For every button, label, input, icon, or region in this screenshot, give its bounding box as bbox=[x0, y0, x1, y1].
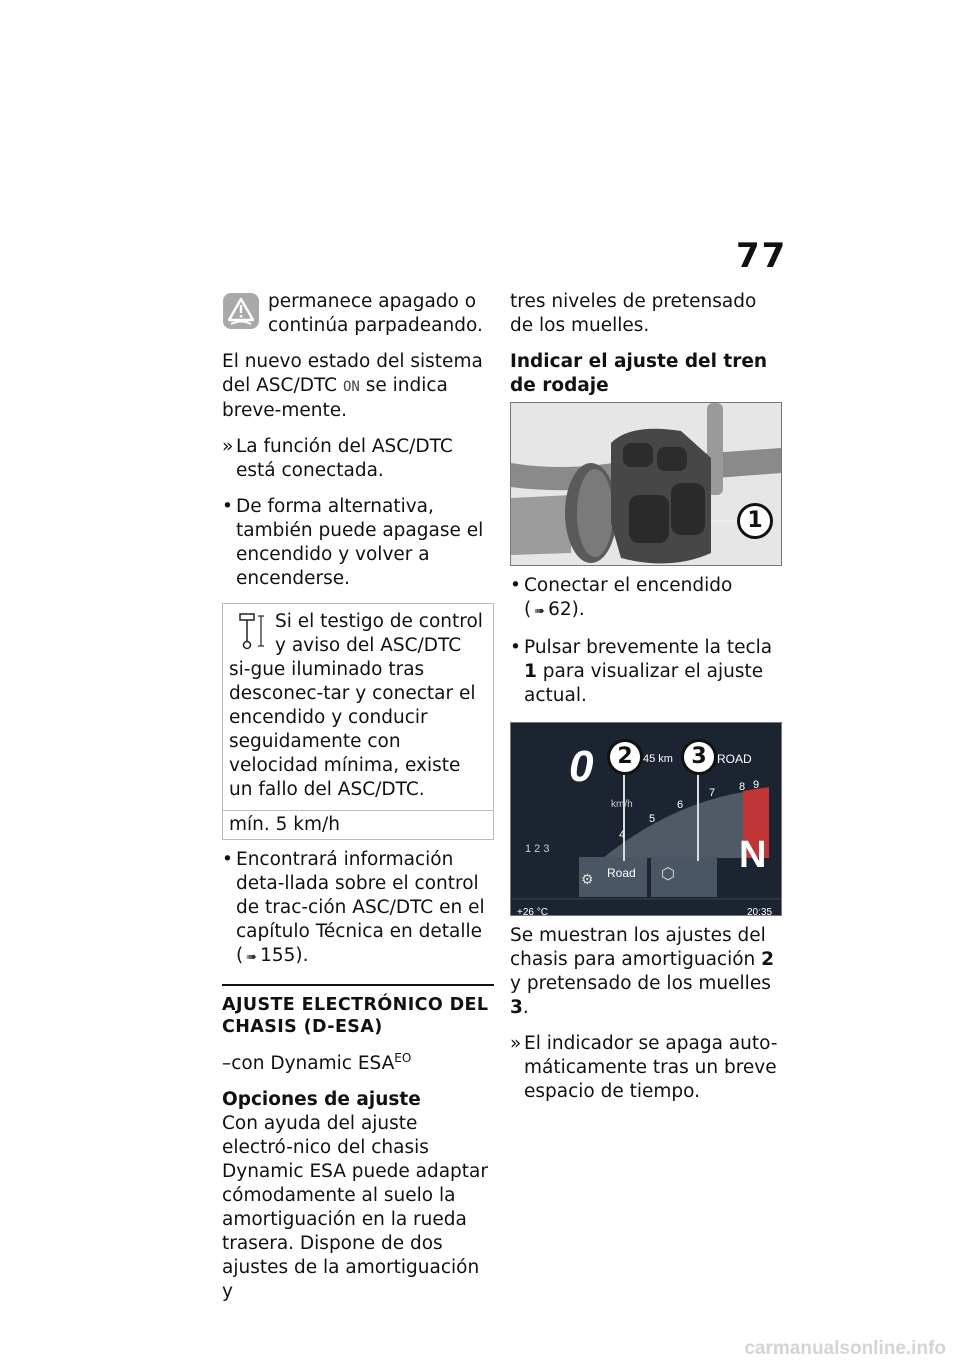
speed-readout: 0 bbox=[569, 742, 594, 791]
left-column bbox=[222, 290, 494, 1316]
right-column bbox=[510, 290, 782, 1116]
display-description: Se muestran los ajustes del chasis para amortiguación 2 y pretensado de los muelles 3. bbox=[510, 925, 775, 1018]
tft-display-figure bbox=[510, 722, 782, 916]
handlebar-controls-illustration bbox=[511, 403, 781, 565]
clock-readout: 20:35 bbox=[747, 907, 773, 916]
page-ref-arrow-icon: ➠ bbox=[534, 604, 546, 619]
step-item: • Conectar el encendido ( ➠ 62). bbox=[510, 575, 733, 620]
gear-indicator: N bbox=[739, 834, 767, 876]
riding-mode: ROAD bbox=[717, 752, 752, 766]
result-item: » El indicador se apaga auto-máticamente tras un breve espacio de tiempo. bbox=[510, 1033, 778, 1102]
bullet-icon: • bbox=[222, 849, 233, 870]
subheading: Indicar el ajuste del tren de rodaje bbox=[510, 351, 768, 396]
site-watermark: carmanualsonline.info bbox=[744, 1338, 946, 1359]
step-item: • Encontrará información deta-llada sobre el control de trac-ción ASC/DTC en el capítulo Técnica en detalle ( ➠ 155). bbox=[222, 849, 485, 966]
rpm-label: 7 bbox=[709, 787, 716, 799]
damping-setting: Road bbox=[607, 866, 636, 880]
warning-note bbox=[222, 290, 494, 338]
key-ref: 1 bbox=[524, 661, 537, 682]
rpm-scale-low: 1 2 3 bbox=[525, 843, 550, 855]
result-arrow-icon: » bbox=[222, 436, 234, 457]
page-ref[interactable]: 62). bbox=[548, 599, 585, 620]
bullet-icon: • bbox=[510, 637, 521, 658]
step-item: • Pulsar brevemente la tecla 1 para visualizar el ajuste actual. bbox=[510, 637, 773, 706]
status-paragraph: El nuevo estado del sistema del ASC/DTC ON se indica breve-mente. bbox=[222, 351, 483, 421]
handlebar-controls-figure bbox=[510, 402, 782, 566]
marker-1: 1 bbox=[737, 503, 773, 539]
speed-unit: km/h bbox=[611, 799, 633, 810]
marker-3-leader bbox=[697, 769, 699, 861]
info-text: Si el testigo de control y aviso del ASC/DTC si-gue iluminado tras desconec-tar y conectar el encendido y conducir seguidamente con velocidad mínima, existe un fallo del ASC/DTC. bbox=[229, 611, 483, 800]
bullet-icon: • bbox=[222, 496, 233, 517]
body-paragraph: Con ayuda del ajuste electró-nico del chasis Dynamic ESA puede adaptar cómodamente al suelo la amortiguación en la rueda trasera. Dispone de dos ajustes de la amortiguación y bbox=[222, 1113, 488, 1303]
range-readout: 45 km bbox=[643, 753, 673, 765]
rpm-label: 8 bbox=[739, 781, 746, 793]
asc-dtc-warning-icon bbox=[222, 292, 260, 330]
temperature-readout: +26 °C bbox=[517, 907, 548, 916]
result-item: » La función del ASC/DTC está conectada. bbox=[222, 436, 453, 481]
option-code: EO bbox=[394, 1051, 412, 1065]
rpm-label: 5 bbox=[649, 813, 656, 825]
preload-icon: ⬡ bbox=[661, 866, 675, 883]
marker-2: 2 bbox=[607, 739, 643, 775]
rpm-label: 9 bbox=[753, 779, 760, 791]
page-ref[interactable]: 155). bbox=[260, 945, 309, 966]
body-paragraph-cont: tres niveles de pretensado de los muelles. bbox=[510, 291, 757, 336]
info-box bbox=[222, 603, 494, 840]
damping-icon: ⚙ bbox=[581, 871, 594, 887]
page-ref-arrow-icon: ➠ bbox=[246, 950, 258, 965]
gauge-info-icon bbox=[237, 612, 267, 652]
bullet-icon: • bbox=[510, 575, 521, 596]
section-title: AJUSTE ELECTRÓNICO DEL CHASIS (D-ESA) bbox=[222, 984, 494, 1038]
step-item: • De forma alternativa, también puede apagase el encendido y volver a encenderse. bbox=[222, 496, 484, 589]
rpm-label: 6 bbox=[677, 799, 684, 811]
marker-3: 3 bbox=[681, 739, 717, 775]
warning-text: permanece apagado o continúa parpadeando. bbox=[268, 291, 483, 336]
status-code: ON bbox=[342, 379, 360, 395]
rpm-label: 4 bbox=[619, 829, 626, 841]
result-arrow-icon: » bbox=[510, 1033, 522, 1054]
page-number: 77 bbox=[736, 236, 788, 276]
info-value: mín. 5 km/h bbox=[223, 810, 493, 839]
option-line: –con Dynamic $ESA^{EO}$ bbox=[222, 1051, 412, 1075]
subheading: Opciones de ajuste bbox=[222, 1089, 421, 1111]
